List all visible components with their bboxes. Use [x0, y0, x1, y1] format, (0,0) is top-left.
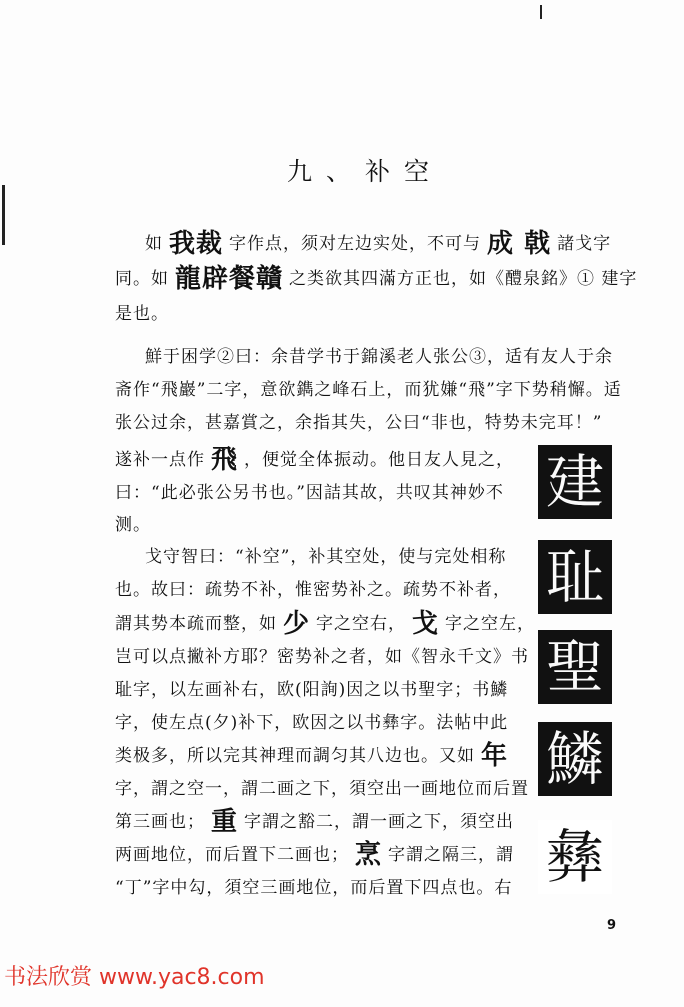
calligraphy-sample: 彝 [538, 820, 612, 894]
calligraphy-example: 戈 [412, 609, 440, 639]
text-line [115, 711, 508, 735]
text-segment: 类极多，所以完其神理而調匀其八边也。又如 [115, 746, 475, 766]
chapter-title: 九、补空 [286, 157, 443, 186]
text-segment: 字之空右， [316, 614, 407, 634]
text-segment: “丁”字中勾，須空三画地位，而后置下四点也。右 [115, 878, 513, 898]
text-line [115, 378, 622, 402]
scan-mark [540, 5, 542, 19]
calligraphy-example: 烹 [355, 840, 383, 870]
text-segment: 戈守智曰：“补空”，补其空处，使与完处相称 [145, 547, 507, 567]
text-segment: ，便觉全体振动。他日友人見之， [244, 450, 515, 470]
text-line [115, 264, 638, 294]
text-segment: 鮮于困学②曰：余昔学书于錦溪老人张公③，适有友人于余 [145, 347, 613, 367]
text-line [115, 807, 515, 837]
text-line [145, 229, 612, 259]
text-segment: 也。故曰：疏势不补，惟密势补之。疏势不补者， [115, 580, 511, 600]
text-segment: 同。如 [115, 269, 169, 289]
calligraphy-sample: 聖 [538, 630, 612, 704]
text-segment: 遂补一点作 [115, 450, 205, 470]
text-segment: 是也。 [115, 304, 169, 324]
text-line [115, 513, 151, 537]
text-segment: 字，使左点(夕)补下，欧因之以书彝字。法帖中此 [115, 713, 509, 733]
text-segment: 如 [145, 234, 163, 254]
text-segment: 张公过余，甚嘉賞之，余指其失，公曰“非也，特势未完耳！” [115, 413, 603, 433]
calligraphy-example: 我裁 [169, 229, 224, 259]
calligraphy-example: 龍辟餐贛 [175, 264, 284, 294]
text-segment: 第三画也； [115, 812, 205, 832]
text-segment: 字之空左， [445, 614, 536, 634]
text-segment: 字，謂之空一，謂二画之下，須空出一画地位而后置 [115, 779, 529, 799]
text-segment: 测。 [115, 515, 151, 535]
text-line [115, 481, 504, 505]
calligraphy-example: 成 戟 [487, 229, 552, 259]
text-segment: 字作点，须对左边实处，不可与 [229, 234, 482, 254]
page-number: 9 [607, 918, 617, 933]
text-segment: 耻字，以左画补右，欧(阳詢)因之以书聖字；书鱗 [115, 680, 509, 700]
calligraphy-example: 年 [481, 741, 509, 771]
watermark: 书法欣赏 www.yac8.com [4, 965, 265, 990]
text-line [115, 411, 602, 435]
calligraphy-sample: 耻 [538, 540, 612, 614]
text-line [115, 645, 529, 669]
calligraphy-example: 少 [283, 609, 311, 639]
calligraphy-example: 飛 [211, 445, 239, 475]
text-line [115, 741, 514, 771]
text-segment: 斋作“飛巖”二字，意欲鐫之峰石上，而犹嫌“飛”字下势稍懈。适 [115, 380, 622, 400]
text-segment: 諸戈字 [557, 234, 612, 254]
text-segment: 曰：“此必张公另书也。”因詰其故，共叹其神妙不 [115, 483, 504, 503]
text-segment: 字謂之隔三，謂 [388, 845, 515, 865]
text-line [115, 840, 515, 870]
text-segment: 之类欲其四滿方正也，如《醴泉銘》① 建字 [289, 269, 638, 289]
text-segment: 字謂之豁二，謂一画之下，須空出 [244, 812, 515, 832]
text-line [145, 545, 506, 569]
scan-mark [2, 185, 5, 245]
text-line [115, 678, 508, 702]
text-segment: 謂其势本疏而整，如 [115, 614, 277, 634]
text-segment: 两画地位，而后置下二画也； [115, 845, 349, 865]
text-line [115, 777, 529, 801]
text-line [115, 445, 515, 475]
calligraphy-example: 重 [211, 807, 239, 837]
text-line [115, 578, 511, 602]
text-line [115, 876, 512, 900]
text-segment: 岂可以点撇补方耶？密势补之者，如《智永千文》书 [115, 647, 529, 667]
text-line [145, 345, 613, 369]
text-line [115, 609, 536, 639]
text-line [115, 302, 169, 326]
calligraphy-sample: 鱗 [538, 722, 612, 796]
calligraphy-sample: 建 [538, 445, 612, 519]
